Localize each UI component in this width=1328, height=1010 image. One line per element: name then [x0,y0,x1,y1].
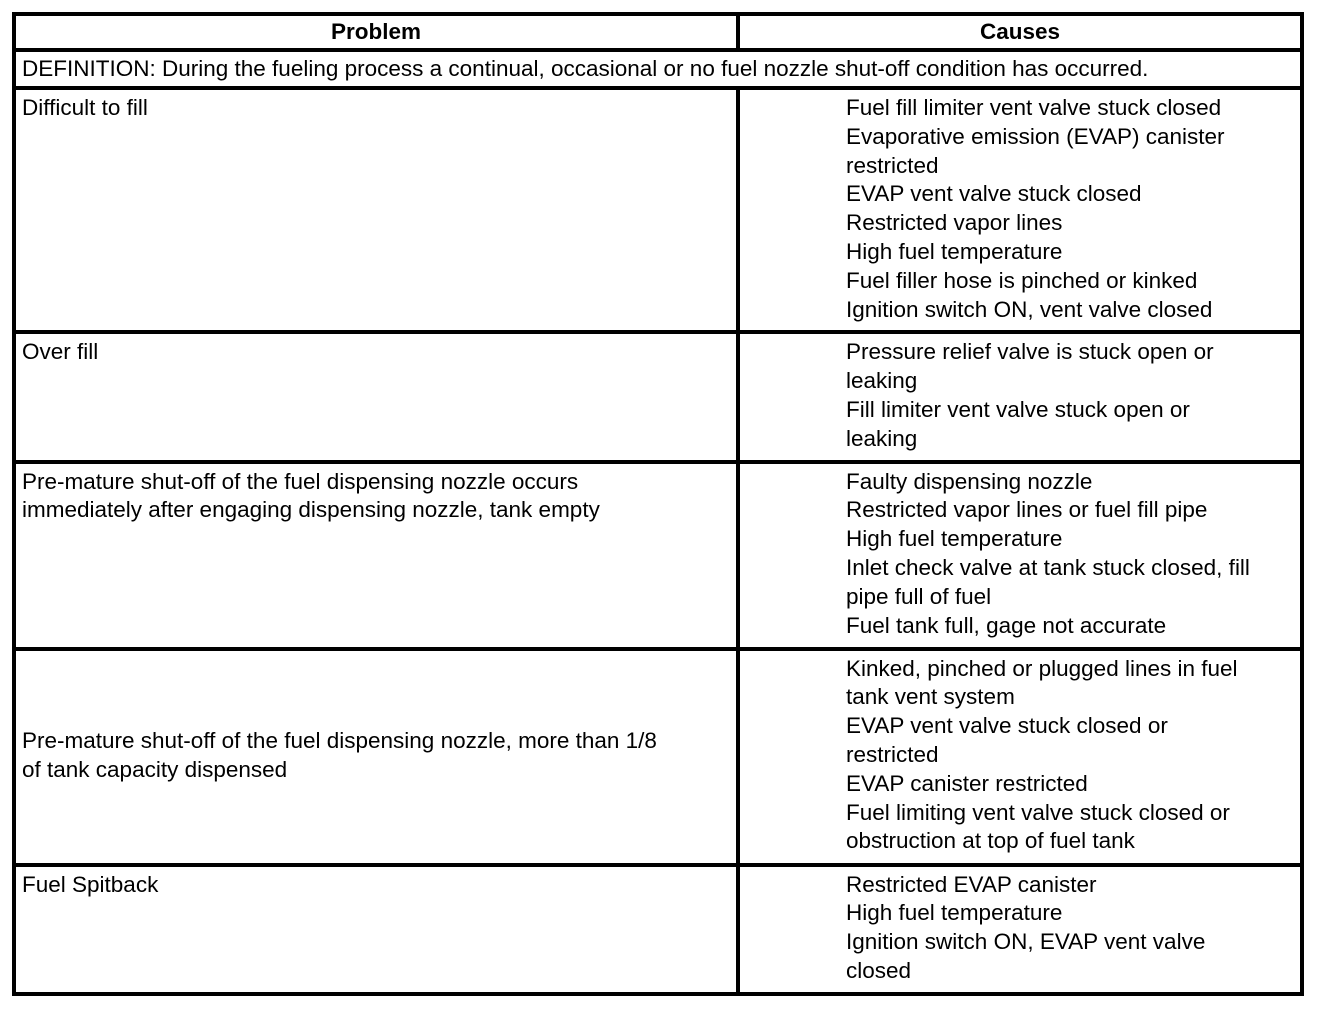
cause-item: EVAP vent valve stuck closed or [846,713,1168,739]
problem-cell [14,88,738,332]
causes-cell [738,649,1302,865]
cause-item: Ignition switch ON, vent valve closed [846,296,1213,322]
cause-item: restricted [846,741,939,767]
cause-item: Fuel tank full, gage not accurate [846,612,1167,638]
cause-item: Ignition switch ON, EVAP vent valve [846,929,1206,955]
causes-cell [738,88,1302,332]
diagnostic-table [12,12,1304,996]
causes-cell [738,332,1302,461]
cause-item: Kinked, pinched or plugged lines in fuel [846,655,1238,681]
problem-text-line: Pre-mature shut-off of the fuel dispensing nozzle, more than 1/8 [22,727,657,753]
definition-text: DEFINITION: During the fueling process a continual, occasional or no fuel nozzle shut-off condition has occurred. [14,50,1302,88]
table-row [14,88,1302,332]
cause-item: Fuel limiting vent valve stuck closed or [846,799,1230,825]
cause-item: Pressure relief valve is stuck open or [846,339,1214,365]
cause-item: High fuel temperature [846,238,1063,264]
cause-item: pipe full of fuel [846,583,992,609]
problem-cell [14,865,738,994]
cause-item: Faulty dispensing nozzle [846,468,1093,494]
cause-item: Restricted vapor lines or fuel fill pipe [846,497,1208,523]
causes-cell [738,462,1302,649]
problem-cell [14,649,738,865]
problem-text: Difficult to fill [22,95,148,120]
causes-cell [738,865,1302,994]
problem-text-line: of tank capacity dispensed [22,756,288,782]
definition-row [14,50,1302,88]
cause-item: Restricted EVAP canister [846,871,1097,897]
problem-cell [14,332,738,461]
cause-item: Restricted vapor lines [846,210,1063,236]
cause-item: EVAP vent valve stuck closed [846,181,1142,207]
cause-item: leaking [846,425,918,451]
cause-item: Fuel filler hose is pinched or kinked [846,267,1198,293]
cause-item: closed [846,957,912,983]
table-row [14,332,1302,461]
problem-text: Fuel Spitback [22,871,159,897]
problem-text-line: immediately after engaging dispensing nozzle, tank empty [22,497,600,523]
table-row [14,462,1302,649]
cause-item: Inlet check valve at tank stuck closed, fill [846,554,1250,580]
table-row [14,649,1302,865]
cause-item: Fuel fill limiter vent valve stuck closed [846,95,1222,120]
header-row [14,14,1302,50]
cause-item: High fuel temperature [846,900,1063,926]
cause-item: Fill limiter vent valve stuck open or [846,396,1190,422]
table-row [14,865,1302,994]
problem-text: Over fill [22,339,99,365]
problem-column-header: Problem [14,14,738,50]
cause-item: Evaporative emission (EVAP) canister [846,123,1225,149]
cause-item: tank vent system [846,684,1015,710]
cause-item: leaking [846,368,918,394]
cause-item: High fuel temperature [846,526,1063,552]
cause-item: obstruction at top of fuel tank [846,828,1135,854]
problem-cell [14,462,738,649]
cause-item: EVAP canister restricted [846,770,1088,796]
causes-column-header: Causes [738,14,1302,50]
problem-text-line: Pre-mature shut-off of the fuel dispensing nozzle occurs [22,468,579,494]
cause-item: restricted [846,152,939,178]
